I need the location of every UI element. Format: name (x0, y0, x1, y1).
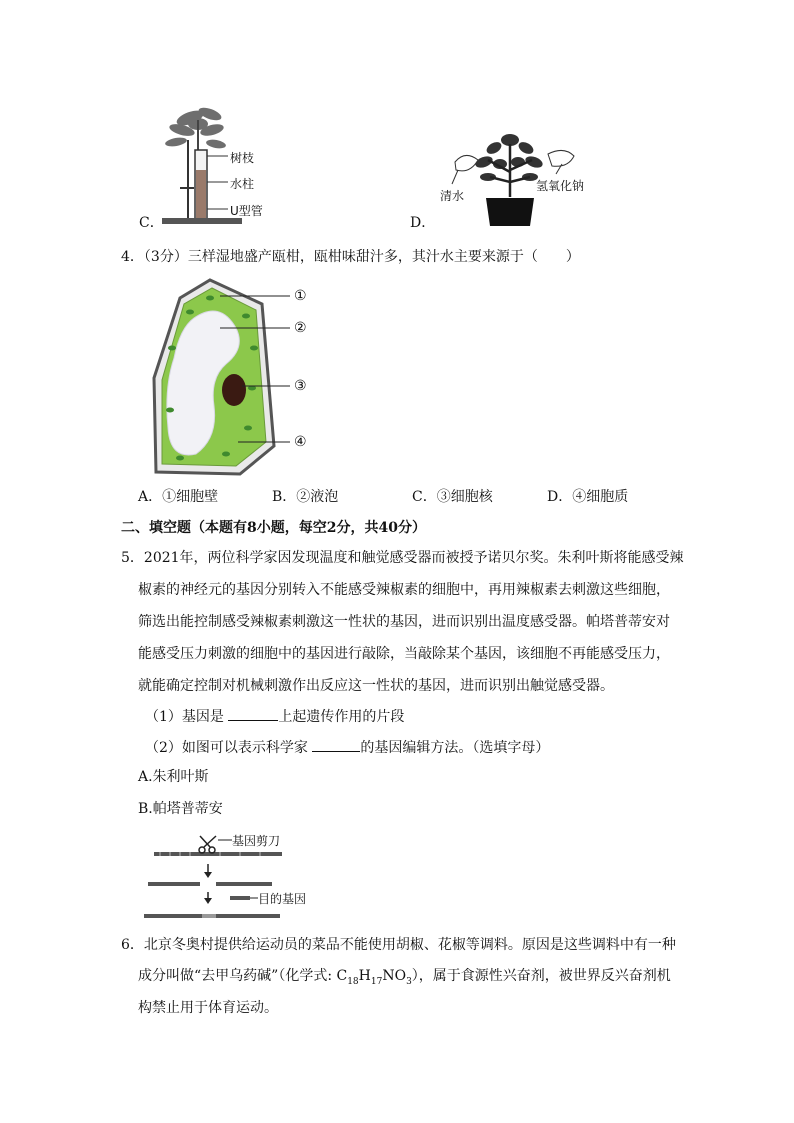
branch-label: 树枝 (230, 151, 255, 165)
q6-line-3: 构禁止用于体育运动。 (138, 1000, 278, 1016)
q4-option-a: A．①细胞壁 (138, 489, 219, 505)
plant-cell-diagram (150, 278, 330, 478)
section-2-title: 二、填空题（本题有8小题，每空2分，共40分） (121, 520, 426, 536)
naoh-label: 氢氧化钠 (536, 179, 585, 193)
q5-choice-b: B.帕塔普蒂安 (138, 801, 223, 817)
q5-sub-1-before: （1）基因是 (145, 709, 229, 725)
q6-sub-h: 17 (370, 976, 383, 987)
water-label: 清水 (440, 189, 465, 203)
q5-line-1: 5．2021年，两位科学家因发现温度和触觉感受器而被授予诺贝尔奖。朱利叶斯将能感受辣 (121, 550, 684, 566)
q6-line-1: 6．北京冬奥村提供给运动员的菜品不能使用胡椒、花椒等调料。原因是这些调料中有一种 (121, 937, 676, 953)
q4-option-b: B．②液泡 (272, 489, 339, 505)
q5-line-3: 筛选出能控制感受辣椒素刺激这一性状的基因，进而识别出温度感受器。帕塔普蒂安对 (138, 614, 670, 630)
question-4-stem: 4．（3分）三样湿地盛产瓯柑，瓯柑味甜汁多，其汁水主要来源于（ ） (121, 249, 580, 265)
u-tube-label: U型管 (230, 204, 263, 218)
q5-sub-2-after: 的基因编辑方法。（选填字母） (360, 740, 550, 756)
marker-4: ④ (294, 434, 307, 450)
q4-option-c: C．③细胞核 (412, 489, 493, 505)
q5-line-4: 能感受压力刺激的细胞中的基因进行敲除，当敲除某个基因，该细胞不再能感受压力， (138, 646, 670, 662)
q5-sub-1 (145, 706, 404, 727)
marker-2: ② (294, 320, 307, 336)
figure-d (430, 122, 610, 232)
q5-choice-a: A.朱利叶斯 (138, 769, 209, 785)
q5-blank-2[interactable] (312, 737, 360, 752)
option-d-marker: D． (410, 215, 436, 231)
q5-sub-2-before: （2）如图可以表示科学家 (145, 740, 313, 756)
marker-1: ① (294, 288, 307, 304)
q5-blank-1[interactable] (228, 706, 278, 721)
q5-line-2: 椒素的神经元的基因分别转入不能感受辣椒素的细胞中，再用辣椒素去刺激这些细胞， (138, 582, 670, 598)
scissors-icon (199, 836, 216, 853)
scissors-label: 基因剪刀 (232, 834, 281, 848)
q6-sub-c: 18 (347, 976, 359, 987)
q5-line-5: 就能确定控制对机械刺激作出反应这一性状的基因，进而识别出触觉感受器。 (138, 678, 614, 694)
water-column-label: 水柱 (230, 177, 255, 191)
target-gene-label: 目的基因 (258, 892, 307, 906)
q5-sub-2 (145, 737, 549, 758)
q4-option-d: D．④细胞质 (547, 489, 629, 505)
q6-no: NO (382, 968, 407, 984)
q5-sub-1-after: 上起遗传作用的片段 (278, 709, 405, 725)
option-c-marker: C． (139, 215, 164, 231)
gene-editing-diagram (140, 828, 340, 923)
q6-line-2-before: 成分叫做“去甲乌药碱”（化学式: C (138, 968, 348, 984)
q6-line-2-end: ），属于食源性兴奋剂，被世界反兴奋剂机 (411, 968, 671, 984)
q6-line-2 (138, 966, 671, 992)
q6-h: H (358, 968, 371, 984)
marker-3: ③ (294, 378, 307, 394)
q6-sub-o: 3 (406, 976, 412, 987)
